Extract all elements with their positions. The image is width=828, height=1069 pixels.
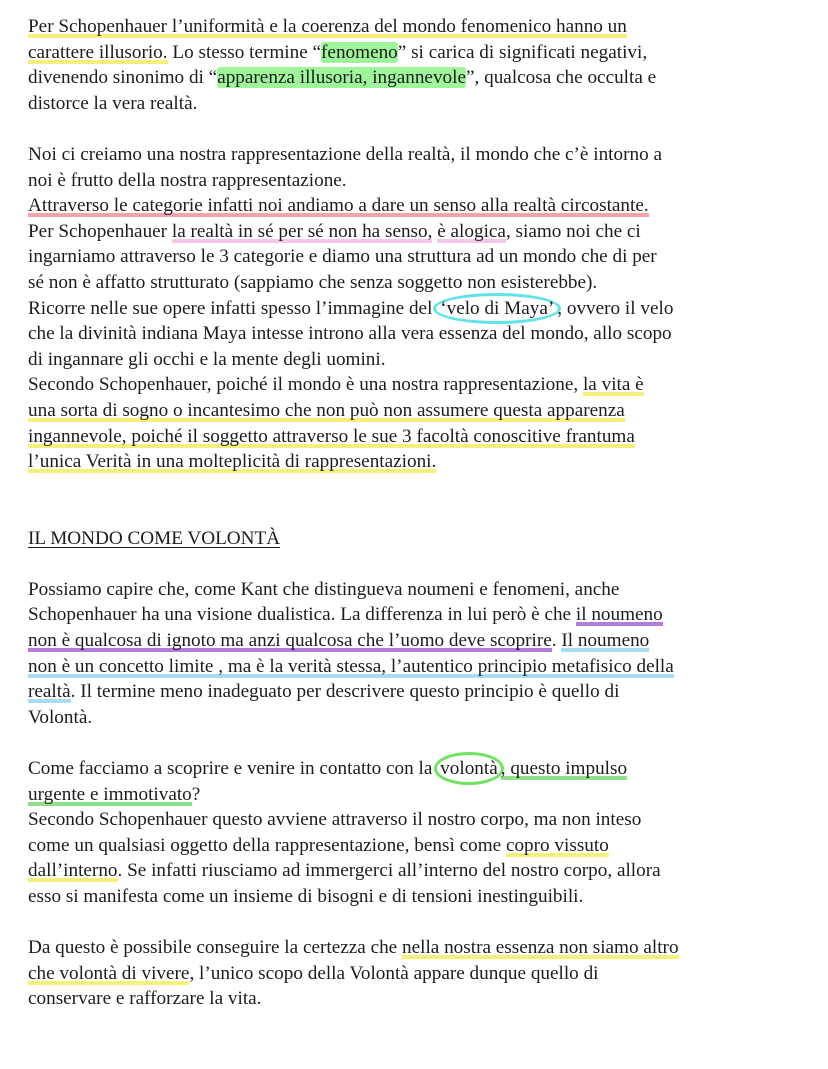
p4-line-3: Secondo Schopenhauer questo avviene attraverso il nostro corpo, ma non inteso — [28, 809, 642, 831]
paragraph-gap — [28, 116, 808, 142]
text: Per Schopenhauer — [28, 220, 172, 242]
p3-line-4 — [28, 654, 808, 680]
circled-velo-di-maya: ‘velo di Maya’ — [433, 293, 561, 324]
p2-line-10 — [28, 372, 808, 398]
p2-line-12 — [28, 424, 808, 450]
text: . Il termine meno inadeguato per descrivere questo principio è quello di — [70, 681, 620, 703]
paragraph-gap — [28, 730, 808, 756]
p3-line-5 — [28, 679, 808, 705]
highlight-blue: realtà — [28, 681, 71, 703]
highlight-yellow: che volontà di vivere — [28, 962, 190, 984]
p2-line-1: Noi ci creiamo una nostra rappresentazione della realtà, il mondo che c’è intorno a — [28, 143, 662, 165]
p2-line-5: ingarniamo attraverso le 3 categorie e diamo una struttura ad un mondo che di per — [28, 246, 657, 268]
p3-line-2 — [28, 602, 808, 628]
p2-line-8: che la divinità indiana Maya intesse introno alla vera essenza del mondo, allo scopo — [28, 323, 672, 345]
text: Schopenhauer ha una visione dualistica. La differenza in lui però è che — [28, 604, 576, 626]
highlight-green: urgente e immotivato — [28, 783, 192, 805]
text: Secondo Schopenhauer, poiché il mondo è una nostra rappresentazione, — [28, 374, 583, 396]
p1-line-2 — [28, 40, 808, 66]
highlight-yellow: una sorta di sogno o incantesimo che non può non assumere questa apparenza — [28, 399, 625, 421]
text: Lo stesso termine “ — [167, 41, 322, 63]
highlight-yellow: carattere illusorio. — [28, 41, 168, 63]
text: Ricorre nelle sue opere infatti spesso l’immagine del — [28, 297, 438, 319]
text: come un qualsiasi oggetto della rappresentazione, bensì come — [28, 834, 506, 856]
highlight-yellow: copro vissuto — [505, 834, 609, 856]
p3-line-6: Volontà. — [28, 706, 93, 728]
p5-line-3: conservare e rafforzare la vita. — [28, 988, 262, 1010]
text: , l’unico scopo della Volontà appare dunque quello di — [189, 962, 599, 984]
text: , siamo noi che ci — [505, 220, 641, 242]
p4-line-6: esso si manifesta come un insieme di bisogni e di tensioni inestinguibili. — [28, 886, 584, 907]
text: ? — [191, 783, 201, 805]
highlight-blue: non è un concetto limite , ma è la verità stessa, l’autentico principio metafisico della — [28, 655, 674, 677]
document-page — [28, 14, 808, 1012]
p2-line-9: di ingannare gli occhi e la mente degli uomini. — [28, 348, 386, 370]
highlight-yellow: l’unica Verità in una molteplicità di rappresentazioni. — [28, 451, 437, 473]
text: ” si carica di significati negativi, — [397, 41, 648, 63]
text: Da questo è possibile conseguire la certezza che — [28, 937, 402, 959]
highlight-green-fill: apparenza illusoria, ingannevole — [217, 67, 466, 89]
circled-volonta: volontà — [434, 752, 504, 785]
text: . Se infatti riusciamo ad immergerci all’interno del nostro corpo, allora — [117, 860, 661, 882]
highlight-purple: non è qualcosa di ignoto ma anzi qualcosa che l’uomo deve scoprire — [28, 630, 552, 652]
p1-line-4: distorce la vera realtà. — [28, 92, 198, 114]
p2-line-11 — [28, 398, 808, 424]
p4-line-5 — [28, 858, 808, 884]
highlight-green-fill: fenomeno — [321, 41, 398, 63]
p1-line-1 — [28, 14, 808, 40]
p2-line-3 — [28, 193, 808, 219]
p2-line-2: noi è frutto della nostra rappresentazione. — [28, 169, 347, 191]
p2-line-13 — [28, 449, 808, 475]
p4-line-2 — [28, 782, 808, 808]
section-heading: IL MONDO COME VOLONTÀ — [28, 527, 281, 549]
p3-line-1: Possiamo capire che, come Kant che distingueva noumeni e fenomeni, anche — [28, 578, 620, 600]
section-gap — [28, 475, 808, 526]
highlight-yellow: Per Schopenhauer l’uniformità e la coerenza del mondo fenomenico hanno un — [28, 16, 627, 37]
p4-line-1 — [28, 756, 808, 782]
p4-line-4 — [28, 833, 808, 859]
text: divenendo sinonimo di “ — [28, 67, 218, 89]
paragraph-gap — [28, 910, 808, 936]
highlight-light-pink: è alogica — [437, 220, 506, 242]
p2-line-6: sé non è affatto strutturato (sappiamo che senza soggetto non esisterebbe). — [28, 271, 598, 293]
paragraph-gap — [28, 551, 808, 577]
highlight-green: , questo impulso — [500, 758, 628, 780]
p2-line-4 — [28, 219, 808, 245]
highlight-yellow: nella nostra essenza non siamo altro — [402, 937, 679, 959]
highlight-light-pink: la realtà in sé per sé non ha senso, — [171, 220, 433, 242]
highlight-yellow: dall’interno — [28, 860, 118, 882]
text: , ovvero il velo — [557, 297, 674, 319]
highlight-blue: Il noumeno — [561, 630, 650, 652]
p5-line-1 — [28, 935, 808, 961]
highlight-yellow: ingannevole, poiché il soggetto attraverso le sue 3 facoltà conoscitive frantuma — [28, 425, 635, 447]
p5-line-2 — [28, 961, 808, 987]
text: Come facciamo a scoprire e venire in contatto con la — [28, 758, 438, 780]
highlight-purple: il noumeno — [575, 604, 663, 626]
p3-line-3 — [28, 628, 808, 654]
p2-line-7 — [28, 296, 808, 322]
p1-line-3 — [28, 65, 808, 91]
highlight-yellow: la vita è — [582, 374, 644, 396]
text: . — [551, 630, 562, 652]
highlight-pink: Attraverso le categorie infatti noi andiamo a dare un senso alla realtà circostante. — [28, 195, 649, 217]
text: ”, qualcosa che occulta e — [466, 67, 657, 89]
